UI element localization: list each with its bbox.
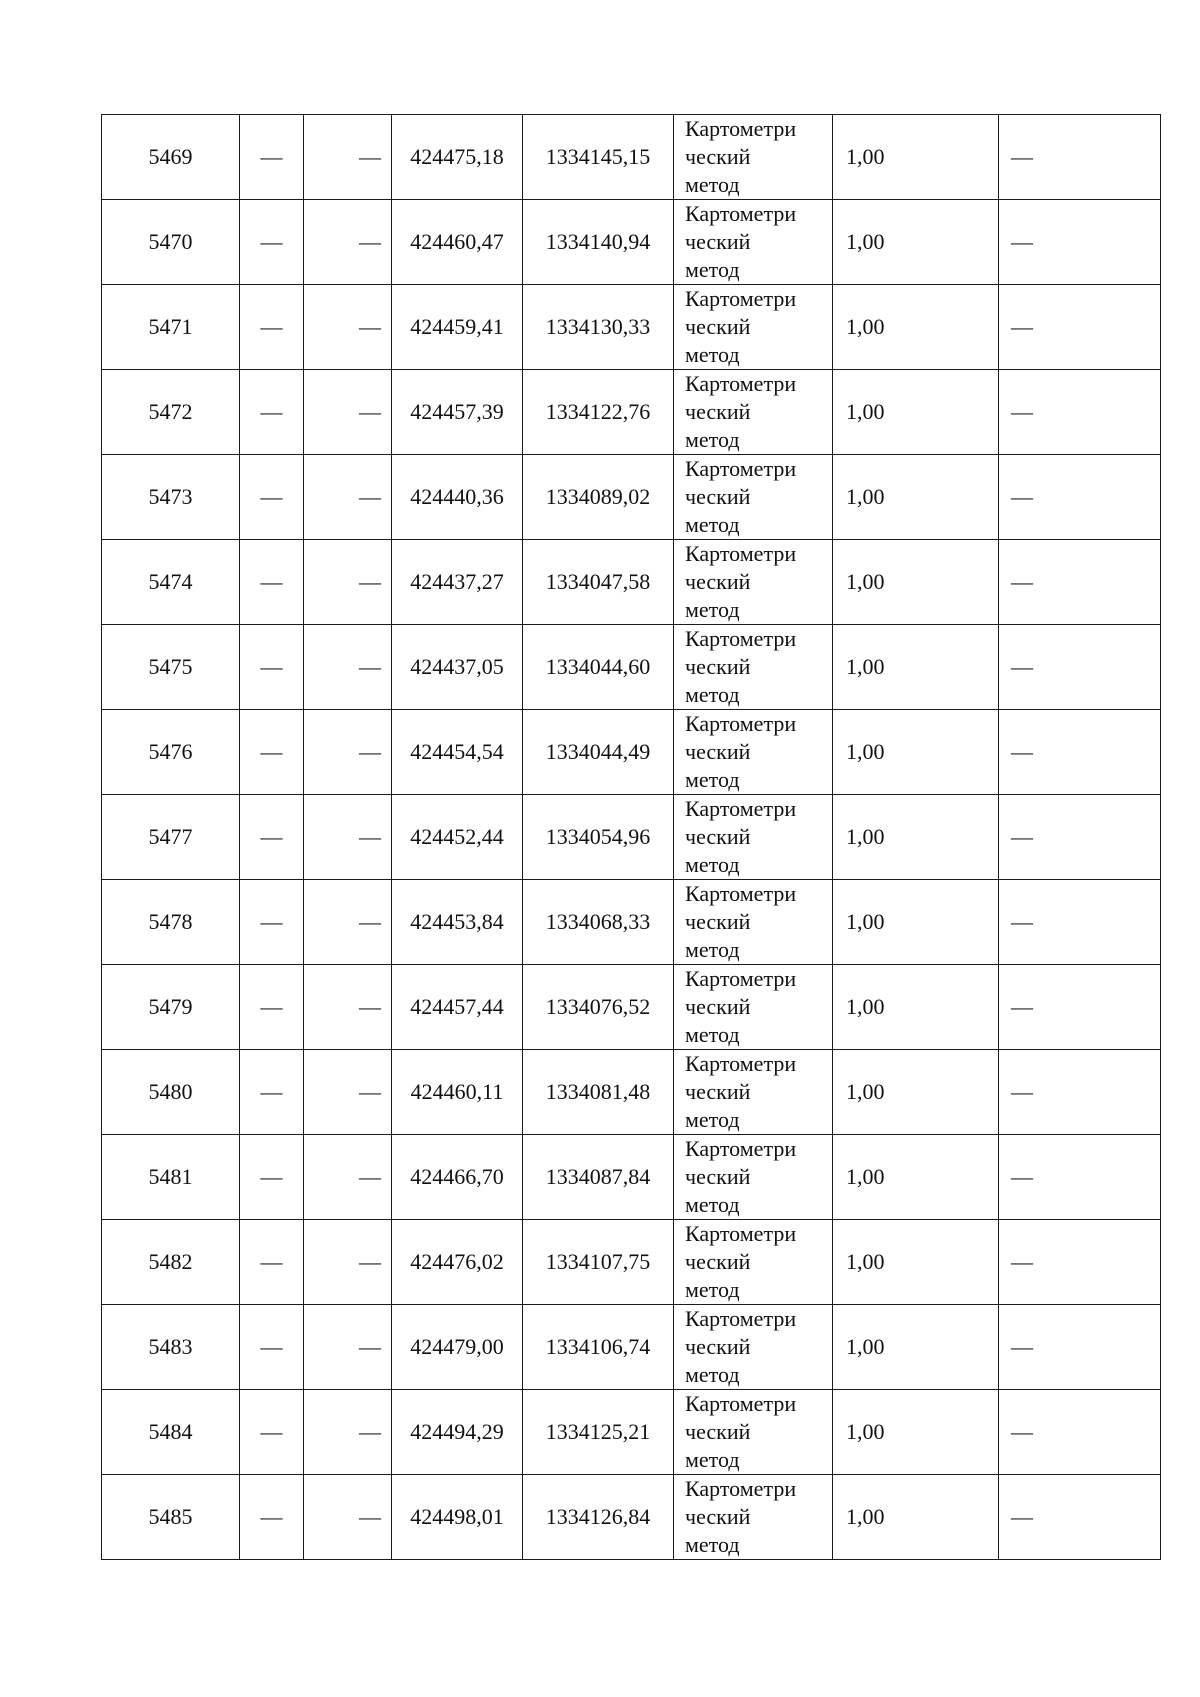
point-number-cell: 5472	[102, 370, 240, 455]
method-text: Картометри ческий метод	[685, 1051, 797, 1132]
table-row	[102, 625, 1161, 710]
dash-cell-3: —	[999, 370, 1161, 455]
dash-cell-2: —	[304, 1135, 392, 1220]
dash-cell-2: —	[304, 795, 392, 880]
table-row	[102, 880, 1161, 965]
point-number-cell: 5478	[102, 880, 240, 965]
method-cell	[674, 285, 833, 370]
table-row	[102, 455, 1161, 540]
accuracy-cell: 1,00	[833, 1220, 999, 1305]
method-cell	[674, 795, 833, 880]
x-coordinate-cell: 424453,84	[392, 880, 523, 965]
table-row	[102, 1050, 1161, 1135]
dash-cell-1: —	[240, 200, 304, 285]
dash-cell-1: —	[240, 795, 304, 880]
table-row	[102, 710, 1161, 795]
method-text: Картометри ческий метод	[685, 456, 797, 537]
dash-cell-1: —	[240, 965, 304, 1050]
dash-cell-3: —	[999, 965, 1161, 1050]
accuracy-cell: 1,00	[833, 880, 999, 965]
table-row	[102, 1475, 1161, 1560]
point-number-cell: 5484	[102, 1390, 240, 1475]
dash-cell-1: —	[240, 880, 304, 965]
accuracy-cell: 1,00	[833, 1135, 999, 1220]
table-row	[102, 370, 1161, 455]
table-row	[102, 965, 1161, 1050]
dash-cell-1: —	[240, 1475, 304, 1560]
dash-cell-1: —	[240, 285, 304, 370]
method-text: Картометри ческий метод	[685, 966, 797, 1047]
dash-cell-2: —	[304, 540, 392, 625]
table-body	[102, 115, 1161, 1560]
method-cell	[674, 370, 833, 455]
y-coordinate-cell: 1334068,33	[523, 880, 674, 965]
dash-cell-3: —	[999, 200, 1161, 285]
accuracy-cell: 1,00	[833, 1475, 999, 1560]
dash-cell-3: —	[999, 1475, 1161, 1560]
point-number-cell: 5471	[102, 285, 240, 370]
method-cell	[674, 200, 833, 285]
method-cell	[674, 1220, 833, 1305]
dash-cell-1: —	[240, 370, 304, 455]
point-number-cell: 5474	[102, 540, 240, 625]
dash-cell-2: —	[304, 1220, 392, 1305]
method-text: Картометри ческий метод	[685, 371, 797, 452]
method-text: Картометри ческий метод	[685, 881, 797, 962]
dash-cell-2: —	[304, 285, 392, 370]
dash-cell-3: —	[999, 1220, 1161, 1305]
method-text: Картометри ческий метод	[685, 286, 797, 367]
dash-cell-1: —	[240, 1050, 304, 1135]
dash-cell-1: —	[240, 455, 304, 540]
method-text: Картометри ческий метод	[685, 1306, 797, 1387]
y-coordinate-cell: 1334076,52	[523, 965, 674, 1050]
accuracy-cell: 1,00	[833, 285, 999, 370]
method-text: Картометри ческий метод	[685, 1221, 797, 1302]
accuracy-cell: 1,00	[833, 1050, 999, 1135]
y-coordinate-cell: 1334125,21	[523, 1390, 674, 1475]
x-coordinate-cell: 424475,18	[392, 115, 523, 200]
accuracy-cell: 1,00	[833, 1305, 999, 1390]
method-cell	[674, 455, 833, 540]
y-coordinate-cell: 1334145,15	[523, 115, 674, 200]
method-cell	[674, 115, 833, 200]
x-coordinate-cell: 424459,41	[392, 285, 523, 370]
dash-cell-2: —	[304, 115, 392, 200]
dash-cell-3: —	[999, 710, 1161, 795]
point-number-cell: 5480	[102, 1050, 240, 1135]
dash-cell-2: —	[304, 1305, 392, 1390]
method-cell	[674, 540, 833, 625]
accuracy-cell: 1,00	[833, 965, 999, 1050]
y-coordinate-cell: 1334122,76	[523, 370, 674, 455]
y-coordinate-cell: 1334087,84	[523, 1135, 674, 1220]
dash-cell-3: —	[999, 1305, 1161, 1390]
x-coordinate-cell: 424457,39	[392, 370, 523, 455]
x-coordinate-cell: 424494,29	[392, 1390, 523, 1475]
method-cell	[674, 1135, 833, 1220]
method-cell	[674, 880, 833, 965]
method-text: Картометри ческий метод	[685, 541, 797, 622]
method-cell	[674, 1305, 833, 1390]
dash-cell-3: —	[999, 540, 1161, 625]
accuracy-cell: 1,00	[833, 115, 999, 200]
method-text: Картометри ческий метод	[685, 116, 797, 197]
dash-cell-2: —	[304, 1050, 392, 1135]
y-coordinate-cell: 1334081,48	[523, 1050, 674, 1135]
table-row	[102, 540, 1161, 625]
y-coordinate-cell: 1334126,84	[523, 1475, 674, 1560]
dash-cell-1: —	[240, 1390, 304, 1475]
dash-cell-3: —	[999, 115, 1161, 200]
table-row	[102, 200, 1161, 285]
method-text: Картометри ческий метод	[685, 1391, 797, 1472]
point-number-cell: 5479	[102, 965, 240, 1050]
y-coordinate-cell: 1334130,33	[523, 285, 674, 370]
method-cell	[674, 1050, 833, 1135]
accuracy-cell: 1,00	[833, 370, 999, 455]
method-cell	[674, 1475, 833, 1560]
dash-cell-3: —	[999, 795, 1161, 880]
point-number-cell: 5475	[102, 625, 240, 710]
point-number-cell: 5483	[102, 1305, 240, 1390]
accuracy-cell: 1,00	[833, 625, 999, 710]
accuracy-cell: 1,00	[833, 455, 999, 540]
x-coordinate-cell: 424479,00	[392, 1305, 523, 1390]
method-text: Картометри ческий метод	[685, 626, 797, 707]
accuracy-cell: 1,00	[833, 540, 999, 625]
table-row	[102, 1220, 1161, 1305]
accuracy-cell: 1,00	[833, 710, 999, 795]
point-number-cell: 5469	[102, 115, 240, 200]
y-coordinate-cell: 1334089,02	[523, 455, 674, 540]
y-coordinate-cell: 1334044,60	[523, 625, 674, 710]
dash-cell-3: —	[999, 1050, 1161, 1135]
method-cell	[674, 1390, 833, 1475]
dash-cell-2: —	[304, 455, 392, 540]
method-text: Картометри ческий метод	[685, 1136, 797, 1217]
dash-cell-3: —	[999, 625, 1161, 710]
dash-cell-1: —	[240, 625, 304, 710]
x-coordinate-cell: 424437,05	[392, 625, 523, 710]
accuracy-cell: 1,00	[833, 200, 999, 285]
dash-cell-2: —	[304, 880, 392, 965]
x-coordinate-cell: 424457,44	[392, 965, 523, 1050]
method-cell	[674, 710, 833, 795]
y-coordinate-cell: 1334107,75	[523, 1220, 674, 1305]
dash-cell-1: —	[240, 540, 304, 625]
point-number-cell: 5477	[102, 795, 240, 880]
y-coordinate-cell: 1334106,74	[523, 1305, 674, 1390]
x-coordinate-cell: 424452,44	[392, 795, 523, 880]
dash-cell-2: —	[304, 710, 392, 795]
dash-cell-3: —	[999, 455, 1161, 540]
method-text: Картометри ческий метод	[685, 201, 797, 282]
method-text: Картометри ческий метод	[685, 1476, 797, 1557]
point-number-cell: 5481	[102, 1135, 240, 1220]
table-row	[102, 1390, 1161, 1475]
dash-cell-1: —	[240, 710, 304, 795]
dash-cell-3: —	[999, 285, 1161, 370]
dash-cell-2: —	[304, 1475, 392, 1560]
method-cell	[674, 625, 833, 710]
y-coordinate-cell: 1334054,96	[523, 795, 674, 880]
x-coordinate-cell: 424460,11	[392, 1050, 523, 1135]
point-number-cell: 5470	[102, 200, 240, 285]
dash-cell-3: —	[999, 1135, 1161, 1220]
dash-cell-2: —	[304, 965, 392, 1050]
table-row	[102, 115, 1161, 200]
point-number-cell: 5476	[102, 710, 240, 795]
table-row	[102, 285, 1161, 370]
x-coordinate-cell: 424498,01	[392, 1475, 523, 1560]
dash-cell-1: —	[240, 1220, 304, 1305]
y-coordinate-cell: 1334047,58	[523, 540, 674, 625]
accuracy-cell: 1,00	[833, 795, 999, 880]
dash-cell-2: —	[304, 200, 392, 285]
dash-cell-1: —	[240, 1135, 304, 1220]
dash-cell-2: —	[304, 625, 392, 710]
dash-cell-3: —	[999, 1390, 1161, 1475]
y-coordinate-cell: 1334140,94	[523, 200, 674, 285]
y-coordinate-cell: 1334044,49	[523, 710, 674, 795]
dash-cell-3: —	[999, 880, 1161, 965]
dash-cell-2: —	[304, 1390, 392, 1475]
method-cell	[674, 965, 833, 1050]
x-coordinate-cell: 424466,70	[392, 1135, 523, 1220]
table-row	[102, 1135, 1161, 1220]
x-coordinate-cell: 424454,54	[392, 710, 523, 795]
dash-cell-1: —	[240, 115, 304, 200]
coordinates-table	[101, 114, 1161, 1560]
x-coordinate-cell: 424440,36	[392, 455, 523, 540]
accuracy-cell: 1,00	[833, 1390, 999, 1475]
method-text: Картометри ческий метод	[685, 711, 797, 792]
table-row	[102, 1305, 1161, 1390]
x-coordinate-cell: 424476,02	[392, 1220, 523, 1305]
dash-cell-1: —	[240, 1305, 304, 1390]
dash-cell-2: —	[304, 370, 392, 455]
point-number-cell: 5473	[102, 455, 240, 540]
method-text: Картометри ческий метод	[685, 796, 797, 877]
x-coordinate-cell: 424437,27	[392, 540, 523, 625]
x-coordinate-cell: 424460,47	[392, 200, 523, 285]
table-row	[102, 795, 1161, 880]
point-number-cell: 5482	[102, 1220, 240, 1305]
point-number-cell: 5485	[102, 1475, 240, 1560]
